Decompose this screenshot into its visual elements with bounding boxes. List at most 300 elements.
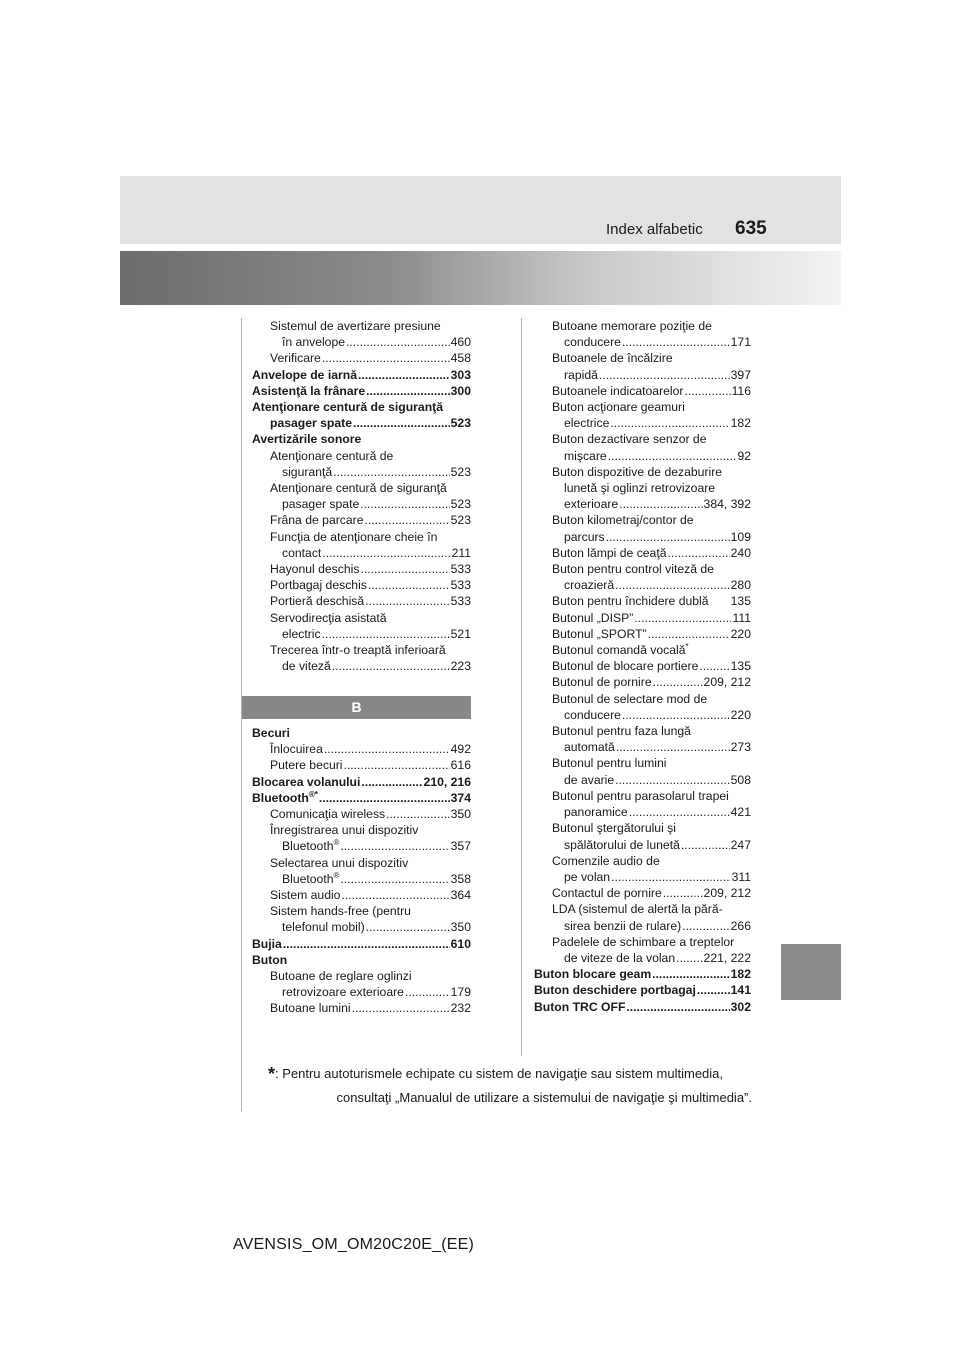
page-ref: 280 <box>730 578 751 593</box>
leader-dots <box>366 919 450 935</box>
entry-page-row <box>534 577 751 593</box>
leader-dots <box>610 415 729 431</box>
index-column-left-bottom <box>252 725 471 1017</box>
entry-superscript: * <box>685 642 689 651</box>
index-entry <box>252 512 471 528</box>
index-entry <box>252 480 471 512</box>
entry-page-row <box>534 610 751 626</box>
entry-text: de viteză <box>282 659 331 674</box>
leader-dots <box>684 383 730 399</box>
entry-page-row <box>252 415 471 431</box>
leader-dots <box>322 545 450 561</box>
entry-text: Buton lămpi de ceaţă <box>552 545 667 560</box>
entry-text: pasager spate <box>270 416 352 431</box>
entry-page-row <box>252 757 471 773</box>
footnote-marker: * <box>268 1064 276 1084</box>
index-entry <box>534 610 751 626</box>
index-entry <box>252 318 471 350</box>
entry-page-row <box>534 772 751 788</box>
entry-superscript: ® <box>333 838 340 848</box>
entry-text: Butonul de blocare portiere <box>552 659 699 674</box>
index-entry <box>252 903 471 935</box>
page-ref: 209, 212 <box>703 675 751 690</box>
entry-text-line: Atenţionare centură de siguranţă <box>270 481 447 496</box>
page-ref: 533 <box>450 578 471 593</box>
page-ref: 221, 222 <box>703 950 751 965</box>
entry-page-row <box>252 806 471 822</box>
page-ref: 523 <box>450 464 471 479</box>
index-entry <box>534 691 751 723</box>
entry-page-row <box>534 529 751 545</box>
index-entry <box>252 725 471 741</box>
entry-page-row <box>534 918 751 934</box>
index-entry <box>534 755 751 787</box>
entry-page-row <box>252 984 471 1000</box>
page-ref: 533 <box>450 594 471 609</box>
index-entry <box>252 855 471 887</box>
index-entry <box>252 448 471 480</box>
index-column-right <box>534 318 751 1015</box>
page-ref: 109 <box>730 529 751 544</box>
index-entry <box>534 350 751 382</box>
entry-text-line: Buton <box>252 952 288 967</box>
leader-dots <box>682 918 729 934</box>
entry-text: Frâna de parcare <box>270 513 364 528</box>
entry-text-line: Servodirecţia asistată <box>270 610 387 625</box>
index-entry <box>534 788 751 820</box>
entry-text: Butonul comandă vocală <box>552 643 686 658</box>
entry-text: conducere <box>564 707 621 722</box>
leader-dots <box>622 707 730 723</box>
leader-dots <box>653 674 703 690</box>
entry-text: panoramice <box>564 805 628 820</box>
entry-text: de viteze de la volan <box>564 950 676 965</box>
entry-text-line: Butonul pentru faza lungă <box>552 724 691 739</box>
page-ref: 223 <box>450 659 471 674</box>
leader-dots <box>322 626 450 642</box>
entry-text: Portbagaj deschis <box>270 578 367 593</box>
page-ref: 460 <box>450 335 471 350</box>
entry-text-wrap <box>252 790 318 806</box>
leader-dots <box>616 739 730 755</box>
entry-text: sirea benzii de rulare) <box>564 918 682 933</box>
page-ref: 240 <box>730 545 751 560</box>
leader-dots <box>626 999 729 1015</box>
entry-page-row <box>252 334 471 350</box>
leader-dots <box>341 887 449 903</box>
entry-text: Buton pentru închidere dublă <box>552 594 709 609</box>
index-entry <box>252 774 471 790</box>
entry-page-row <box>534 658 751 674</box>
leader-dots <box>366 383 450 399</box>
leader-dots <box>663 885 703 901</box>
index-entry <box>534 593 751 609</box>
entry-text-line: lunetă şi oglinzi retrovizoare <box>564 481 716 496</box>
index-entry <box>534 820 751 852</box>
entry-text: Bluetooth <box>282 871 334 886</box>
index-entry <box>534 723 751 755</box>
entry-text: rapidă <box>564 367 598 382</box>
entry-page-row <box>534 837 751 853</box>
entry-text: Blocarea volanului <box>252 774 361 789</box>
leader-dots <box>352 1000 450 1016</box>
entry-page-row <box>252 919 471 935</box>
entry-page-row <box>252 496 471 512</box>
entry-text: Anvelope de iarnă <box>252 367 357 382</box>
page-ref: 358 <box>450 871 471 886</box>
entry-text: Buton TRC OFF <box>534 999 626 1014</box>
entry-page-row <box>534 674 751 690</box>
index-entry <box>534 399 751 431</box>
entry-page-row <box>252 464 471 480</box>
index-entry <box>534 966 751 982</box>
leader-dots <box>405 984 450 1000</box>
entry-text-line: LDA (sistemul de alertă la pără- <box>552 902 723 917</box>
page-ref: 135 <box>730 594 751 609</box>
page-ref: 135 <box>730 659 751 674</box>
page-ref: 273 <box>730 740 751 755</box>
entry-text-line: Buton pentru control viteză de <box>552 562 714 577</box>
index-entry <box>534 561 751 593</box>
leader-dots <box>360 496 449 512</box>
leader-dots <box>619 496 702 512</box>
page-ref: 384, 392 <box>703 497 751 512</box>
leader-dots <box>365 512 450 528</box>
entry-text: Asistenţă la frânare <box>252 383 366 398</box>
entry-page-row <box>252 1000 471 1016</box>
entry-text-line: Trecerea într-o treaptă inferioară <box>270 643 446 658</box>
entry-text: Sistem audio <box>270 888 341 903</box>
entry-text: electric <box>282 626 321 641</box>
entry-page-row <box>534 999 751 1015</box>
page-ref: 523 <box>450 497 471 512</box>
entry-page-row <box>252 577 471 593</box>
page-ref: 397 <box>730 367 751 382</box>
page-ref: 616 <box>450 758 471 773</box>
entry-page-row <box>534 707 751 723</box>
index-entry <box>534 642 751 658</box>
page-ref: 350 <box>450 920 471 935</box>
entry-text: croazieră <box>564 578 615 593</box>
footnote-line-1: : Pentru autoturismele echipate cu sistem de navigaţie sau sistem multimedia, <box>275 1066 724 1081</box>
entry-text-line: Butoane de reglare oglinzi <box>270 969 412 984</box>
page-ref: 302 <box>730 999 751 1014</box>
entry-text: în anvelope <box>282 335 346 350</box>
page-ref: 421 <box>730 805 751 820</box>
index-entry <box>534 901 751 933</box>
entry-superscript: ®* <box>308 789 318 799</box>
entry-page-row <box>534 642 751 658</box>
page-ref: 111 <box>732 610 751 625</box>
entry-text-wrap <box>552 642 689 658</box>
page-ref: 458 <box>450 351 471 366</box>
page-ref: 210, 216 <box>423 774 471 789</box>
entry-text: electrice <box>564 416 610 431</box>
document-code: AVENSIS_OM_OM20C20E_(EE) <box>233 1236 475 1253</box>
entry-text-line: Sistem hands-free (pentru <box>270 904 411 919</box>
index-entry <box>534 318 751 350</box>
index-entry <box>252 593 471 609</box>
entry-text-line: Becuri <box>252 726 290 740</box>
page-ref: 300 <box>450 383 471 398</box>
entry-text-line: Butonul pentru lumini <box>552 756 667 771</box>
leader-dots <box>365 593 449 609</box>
entry-text: Verificare <box>270 351 321 366</box>
entry-text-wrap <box>282 838 339 854</box>
page-ref: 364 <box>450 888 471 903</box>
entry-text: pe volan <box>564 869 611 884</box>
leader-dots <box>332 658 450 674</box>
entry-page-row <box>252 790 471 806</box>
page-ref: 92 <box>737 448 751 463</box>
index-entry <box>252 741 471 757</box>
index-entry <box>252 790 471 806</box>
entry-text: siguranţă <box>282 464 333 479</box>
page-ref: 523 <box>450 513 471 528</box>
entry-superscript: ® <box>333 870 340 880</box>
chapter-side-tab <box>781 944 841 1000</box>
entry-text: telefonul mobil) <box>282 920 365 935</box>
entry-page-row <box>534 383 751 399</box>
entry-text: Bluetooth <box>252 790 309 805</box>
leader-dots <box>648 626 730 642</box>
entry-text: automată <box>564 740 615 755</box>
entry-page-row <box>534 950 751 966</box>
entry-text: Înlocuirea <box>270 742 323 757</box>
footnote <box>268 1062 752 1109</box>
entry-text-line: Butoanele de încălzire <box>552 351 673 366</box>
entry-text: exterioare <box>564 497 619 512</box>
index-entry <box>534 431 751 463</box>
page-ref: 266 <box>730 918 751 933</box>
index-entry <box>252 399 471 431</box>
entry-page-row <box>252 545 471 561</box>
page-ref: 521 <box>450 626 471 641</box>
entry-text: Contactul de pornire <box>552 886 662 901</box>
entry-text-line: Butoane memorare poziţie de <box>552 319 712 333</box>
entry-page-row <box>252 871 471 887</box>
entry-text: Hayonul deschis <box>270 562 360 577</box>
index-entry <box>534 885 751 901</box>
entry-page-row <box>252 512 471 528</box>
entry-text: Comunicaţia wireless <box>270 807 386 822</box>
page-ref: 209, 212 <box>703 886 751 901</box>
entry-text-line: Înregistrarea unui dispozitiv <box>270 823 419 838</box>
entry-page-row <box>252 561 471 577</box>
decorative-gradient-bar <box>120 251 841 305</box>
leader-dots <box>358 367 450 383</box>
entry-text-line: Atenţionare centură de <box>270 448 394 463</box>
index-entry <box>534 674 751 690</box>
entry-page-row <box>252 593 471 609</box>
leader-dots <box>681 837 730 853</box>
footnote-line-2: consultaţi „Manualul de utilizare a sistemului de navigaţie şi multimedia”. <box>336 1090 752 1105</box>
page-ref: 492 <box>450 742 471 757</box>
index-entry <box>534 545 751 561</box>
leader-dots <box>346 334 450 350</box>
leader-dots <box>697 982 730 998</box>
entry-text: Putere becuri <box>270 758 343 773</box>
entry-text-line: Sistemul de avertizare presiune <box>270 319 441 333</box>
entry-text: de avarie <box>564 772 615 787</box>
entry-text-line: Comenzile audio de <box>552 853 660 868</box>
page-ref: 182 <box>730 967 751 982</box>
index-entry <box>252 968 471 1000</box>
leader-dots <box>606 529 730 545</box>
page-ref: 374 <box>450 790 471 805</box>
page-ref: 610 <box>450 936 471 951</box>
leader-dots <box>676 950 702 966</box>
page-ref: 303 <box>450 367 471 382</box>
entry-text: conducere <box>564 335 621 350</box>
entry-text-line: Buton kilometraj/contor de <box>552 513 694 528</box>
entry-text-line: Padelele de schimbare a treptelor <box>552 934 735 949</box>
page-ref: 357 <box>450 839 471 854</box>
page-ref: 247 <box>730 837 751 852</box>
leader-dots <box>611 869 730 885</box>
page-ref: 141 <box>730 983 751 998</box>
entry-page-row <box>534 496 751 512</box>
index-entry <box>252 936 471 952</box>
entry-page-row <box>534 966 751 982</box>
entry-text-line: Selectarea unui dispozitiv <box>270 855 409 870</box>
page-ref: 116 <box>731 383 751 398</box>
leader-dots <box>652 966 730 982</box>
entry-text: mişcare <box>564 448 607 463</box>
index-entry <box>534 999 751 1015</box>
entry-page-row <box>252 838 471 854</box>
leader-dots <box>622 334 730 350</box>
entry-text-line: Buton dispozitive de dezaburire <box>552 464 723 479</box>
header-band <box>120 176 841 244</box>
entry-text: Bujia <box>252 936 282 951</box>
page-ref: 533 <box>450 562 471 577</box>
entry-text: Butonul „SPORT” <box>552 626 647 641</box>
leader-dots <box>629 804 730 820</box>
entry-text: Bluetooth <box>282 839 334 854</box>
entry-text-line: Buton dezactivare senzor de <box>552 432 707 447</box>
entry-page-row <box>534 804 751 820</box>
index-entry <box>252 561 471 577</box>
entry-page-row <box>534 739 751 755</box>
index-entry <box>252 350 471 366</box>
entry-page-row <box>252 367 471 383</box>
index-entry <box>534 982 751 998</box>
entry-text-line: Funcţia de atenţionare cheie în <box>270 529 438 544</box>
entry-text-line: Butonul ştergătorului şi <box>552 821 676 836</box>
entry-text: retrovizoare exterioare <box>282 985 404 1000</box>
index-entry <box>252 577 471 593</box>
entry-page-row <box>534 982 751 998</box>
index-entry <box>252 642 471 674</box>
leader-dots <box>386 806 450 822</box>
entry-text-line: Butonul de selectare mod de <box>552 691 708 706</box>
entry-page-row <box>534 885 751 901</box>
leader-dots <box>353 415 450 431</box>
entry-text-line: Butonul pentru parasolarul trapei <box>552 788 729 803</box>
leader-dots <box>608 448 737 464</box>
entry-page-row <box>252 887 471 903</box>
page-ref: 220 <box>730 626 751 641</box>
entry-text: spălătorului de lunetă <box>564 837 680 852</box>
index-entry <box>252 610 471 642</box>
leader-dots <box>340 871 449 887</box>
entry-text-line: Atenţionare centură de siguranţă <box>252 400 443 415</box>
entry-text: contact <box>282 545 322 560</box>
entry-page-row <box>534 593 751 609</box>
entry-page-row <box>534 334 751 350</box>
entry-page-row <box>252 774 471 790</box>
leader-dots <box>634 610 731 626</box>
leader-dots <box>615 772 730 788</box>
leader-dots <box>344 757 450 773</box>
index-entry <box>534 853 751 885</box>
entry-text-line: Avertizările sonore <box>252 432 362 447</box>
index-entry <box>534 626 751 642</box>
entry-text: Butonul „DISP” <box>552 610 634 625</box>
entry-page-row <box>252 350 471 366</box>
index-entry <box>252 529 471 561</box>
leader-dots <box>324 741 450 757</box>
entry-text: Butoane lumini <box>270 1001 351 1016</box>
entry-text: Buton blocare geam <box>534 967 652 982</box>
leader-dots <box>599 367 730 383</box>
page-ref: 508 <box>730 772 751 787</box>
index-entry <box>534 464 751 513</box>
leader-dots <box>699 658 729 674</box>
index-entry <box>534 658 751 674</box>
entry-text: parcurs <box>564 529 605 544</box>
index-entry <box>252 757 471 773</box>
index-entry <box>252 367 471 383</box>
page-ref: 179 <box>450 985 471 1000</box>
index-entry <box>252 822 471 854</box>
leader-dots <box>340 838 449 854</box>
leader-dots <box>333 464 450 480</box>
header-title: Index alfabetic <box>606 221 703 238</box>
index-column-left-top <box>252 318 471 674</box>
section-letter-header: B <box>242 696 471 719</box>
entry-page-row <box>252 658 471 674</box>
page-number: 635 <box>735 218 767 239</box>
leader-dots <box>322 350 450 366</box>
entry-text: Buton deschidere portbagaj <box>534 983 696 998</box>
entry-text: pasager spate <box>282 497 360 512</box>
page-ref: 523 <box>450 416 471 431</box>
index-entry <box>252 1000 471 1016</box>
center-divider-line <box>521 318 522 1056</box>
page-ref: 211 <box>451 545 471 560</box>
entry-text: Butoanele indicatoarelor <box>552 383 684 398</box>
index-entry <box>252 887 471 903</box>
page-ref: 311 <box>731 869 751 884</box>
entry-text-line: Buton acţionare geamuri <box>552 400 685 415</box>
entry-page-row <box>534 626 751 642</box>
leader-dots <box>668 545 730 561</box>
leader-dots <box>615 577 730 593</box>
entry-page-row <box>252 741 471 757</box>
index-entry <box>534 383 751 399</box>
page-ref: 350 <box>450 807 471 822</box>
leader-dots <box>361 774 422 790</box>
leader-dots <box>283 936 450 952</box>
page-ref: 220 <box>730 707 751 722</box>
index-entry <box>252 383 471 399</box>
entry-page-row <box>534 367 751 383</box>
entry-page-row <box>534 545 751 561</box>
entry-page-row <box>534 415 751 431</box>
entry-page-row <box>252 936 471 952</box>
